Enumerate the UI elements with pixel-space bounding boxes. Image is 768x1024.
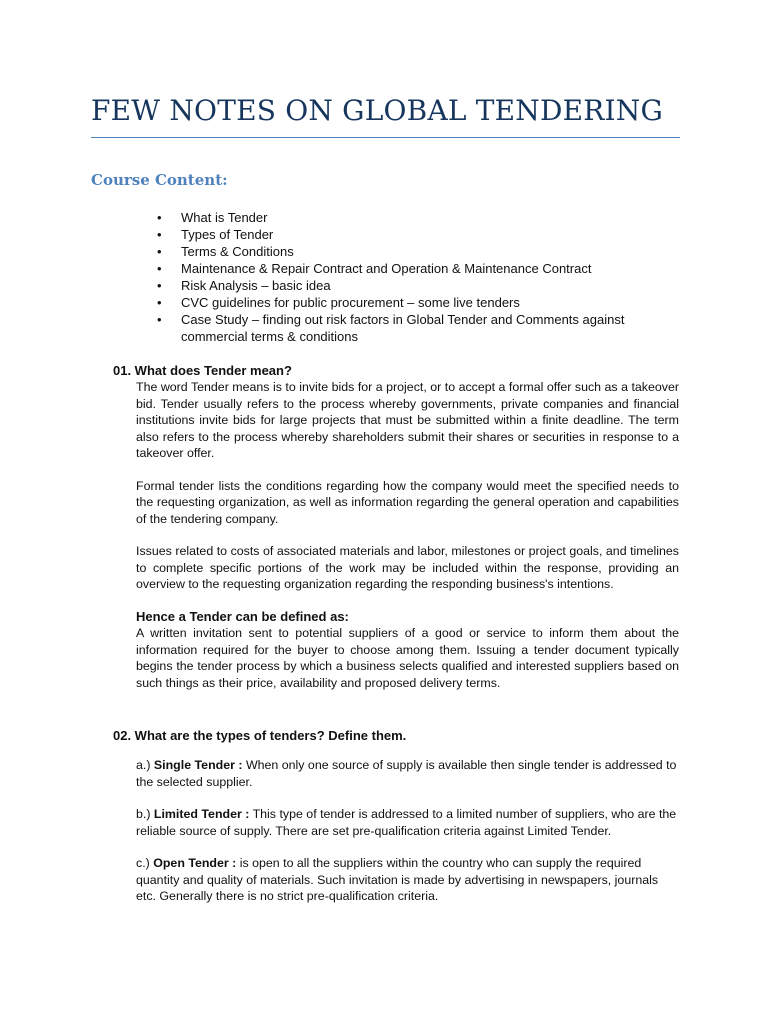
list-item — [157, 277, 677, 294]
tender-type-term: Limited Tender : — [153, 807, 250, 821]
definition-paragraph: A written invitation sent to potential suppliers of a good or service to inform them about the information required for the buyer to choose among them. Issuing a tender document typically begins the tender process by which a business selects qualified and interested suppliers based on such things as their price, availability and proposed delivery terms. — [136, 626, 679, 690]
definition-heading: Hence a Tender can be defined as: — [136, 608, 349, 624]
bullet-icon: • — [157, 227, 162, 242]
tender-type-term: Open Tender : — [153, 856, 237, 870]
bullet-icon: • — [157, 295, 162, 310]
tender-type-prefix: a.) — [136, 758, 154, 772]
question-2-heading: 02. What are the types of tenders? Define them. — [113, 728, 407, 743]
tender-type-prefix: b.) — [136, 807, 154, 821]
document-title: FEW NOTES ON GLOBAL TENDERING — [91, 94, 664, 127]
list-item-text: Maintenance & Repair Contract and Operation & Maintenance Contract — [181, 261, 592, 276]
course-content-heading: Course Content: — [91, 171, 228, 189]
tender-type-item — [136, 855, 679, 905]
tender-type-text: When only one source of supply is available then single tender is addressed to the selected supplier. — [136, 758, 677, 789]
question-1-heading: 01. What does Tender mean? — [113, 363, 292, 378]
bullet-icon: • — [157, 261, 162, 276]
list-item — [157, 294, 677, 311]
tender-type-text: This type of tender is addressed to a limited number of suppliers, who are the reliable source of supply. There are set pre-qualification criteria against Limited Tender. — [136, 807, 677, 838]
tender-type-term: Single Tender : — [153, 758, 243, 772]
tender-type-prefix: c.) — [136, 856, 154, 870]
list-item-text: Case Study – finding out risk factors in Global Tender and Comments against commercial terms & conditions — [181, 312, 625, 344]
list-item-text: Risk Analysis – basic idea — [181, 278, 331, 293]
bullet-icon: • — [157, 278, 162, 293]
list-item — [157, 209, 677, 226]
paragraph: The word Tender means is to invite bids for a project, or to accept a formal offer such as a takeover bid. Tender usually refers to the process whereby governments, private companies and financial institutions invite bids for large projects that must be submitted within a finite deadline. The term also refers to the process whereby shareholders submit their shares or securities in response to a takeover offer. — [136, 380, 679, 460]
list-item-text: Types of Tender — [181, 227, 274, 242]
question-2-section — [113, 727, 679, 921]
bullet-icon: • — [157, 244, 162, 259]
list-item — [157, 311, 677, 345]
list-item-text: CVC guidelines for public procurement – some live tenders — [181, 295, 520, 310]
list-item — [157, 226, 677, 243]
course-content-list — [157, 209, 677, 345]
bullet-icon: • — [157, 210, 162, 225]
list-item-text: Terms & Conditions — [181, 244, 294, 259]
list-item — [157, 243, 677, 260]
question-2-body — [113, 744, 679, 905]
list-item-text: What is Tender — [181, 210, 268, 225]
list-item — [157, 260, 677, 277]
tender-type-text: is open to all the suppliers within the country who can supply the required quantity and quality of materials. Such invitation is made by advertising in newspapers, journals etc. Generally there is no strict pre-qualification criteria. — [136, 856, 659, 903]
paragraph: Formal tender lists the conditions regarding how the company would meet the specified needs to the requesting organization, as well as information regarding the general operation and capabilities of the tendering company. — [136, 478, 679, 526]
tender-type-item — [136, 806, 679, 839]
title-underline — [91, 137, 680, 138]
bullet-icon: • — [157, 312, 162, 327]
paragraph: Issues related to costs of associated materials and labor, milestones or project goals, and timelines to complete specific portions of the work may be included within the response, providing an overview to the requesting organization regarding the responding business's intentions. — [136, 544, 679, 591]
question-1-section — [113, 362, 679, 707]
question-1-body — [113, 379, 679, 691]
tender-type-item — [136, 757, 679, 790]
